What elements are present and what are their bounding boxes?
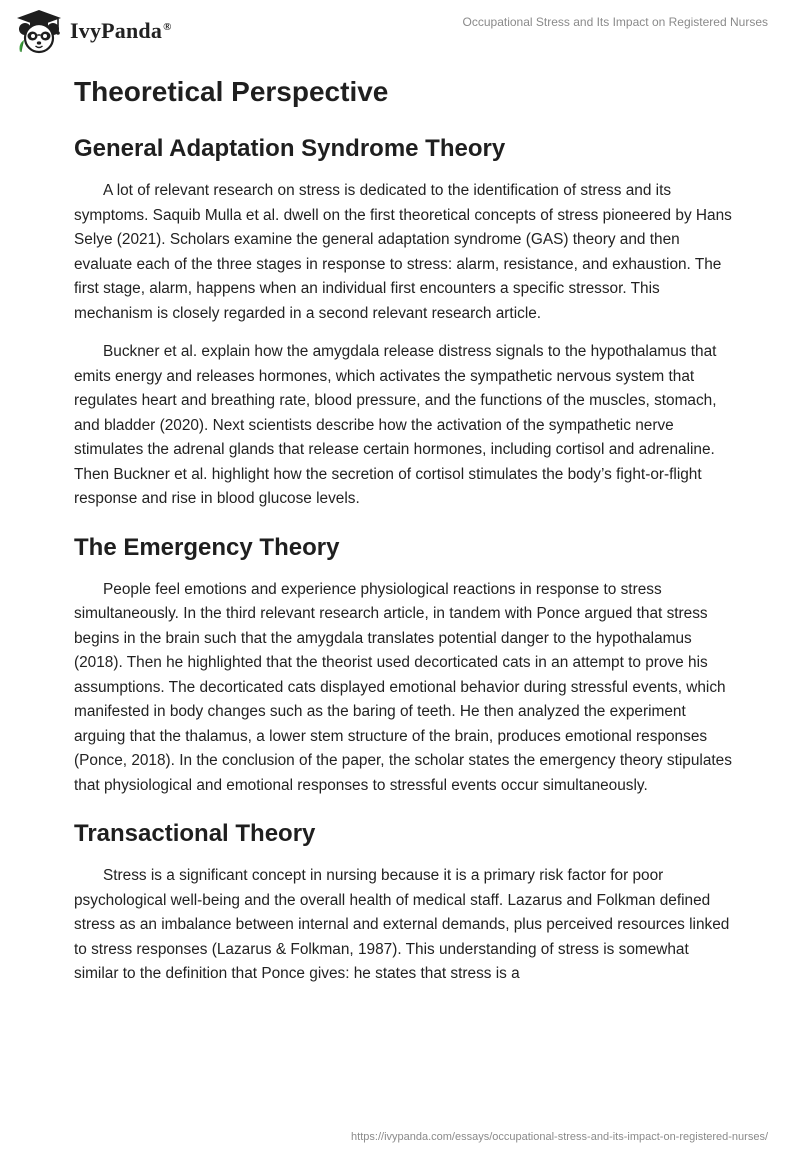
section-heading: Transactional Theory — [74, 820, 316, 847]
section-general-adaptation — [74, 133, 734, 512]
section-heading: General Adaptation Syndrome Theory — [74, 135, 506, 162]
paragraph: People feel emotions and experience physiological reactions in response to stress simultaneously. In the third relevant research article, in tandem with Ponce argued that stress begins in the brain such that the amygdala translates potential danger to the hypothalamus (2018). Then he highlighted that the theorist used decorticated cats in an attempt to prove his assumptions. The decorticated cats displayed emotional behavior during stressful events, which manifested in body changes such as the baring of teeth. He then analyzed the experiment arguing that the thalamus, a lower stem structure of the brain, produces emotional responses (Ponce, 2018). In the conclusion of the paper, the scholar states the emergency theory stipulates that physiological and emotional responses to stressful events occur simultaneously. — [74, 580, 732, 794]
paragraph: Buckner et al. explain how the amygdala release distress signals to the hypothalamus that emits energy and releases hormones, which activates the sympathetic nervous system that regulates heart and breathing rate, blood pressure, and the functions of the muscles, stomach, and bladder (2020). Next scientists describe how the activation of the sympathetic nerve stimulates the adrenal glands that release certain hormones, including cortisol and adrenaline. Then Buckner et al. highlight how the secretion of cortisol stimulates the body’s fight-or-flight response and rise in blood glucose levels. — [74, 343, 717, 507]
source-url[interactable]: https://ivypanda.com/essays/occupational-stress-and-its-impact-on-registered-nurses/ — [351, 1131, 768, 1143]
brand-name: IvyPanda® — [70, 18, 172, 43]
panda-graduate-icon — [14, 8, 64, 54]
section-heading: The Emergency Theory — [74, 533, 340, 561]
section-emergency-theory — [74, 532, 734, 799]
section-transactional-theory — [74, 818, 734, 987]
page-header — [0, 0, 800, 70]
document-title: Occupational Stress and Its Impact on Registered Nurses — [462, 15, 768, 29]
page-title: Theoretical Perspective — [74, 76, 389, 107]
paragraph: A lot of relevant research on stress is dedicated to the identification of stress and its symptoms. Saquib Mulla et al. dwell on the first theoretical concepts of stress pioneered by Hans Selye (2021). Scholars examine the general adaptation syndrome (GAS) theory and then evaluate each of the three stages in response to stress: alarm, resistance, and exhaustion. The first stage, alarm, happens when an individual first encounters a specific stressor. This mechanism is closely regarded in a second relevant research article. — [74, 182, 732, 322]
ivypanda-logo[interactable] — [14, 8, 172, 54]
paragraph: Stress is a significant concept in nursing because it is a primary risk factor for poor psychological well-being and the overall health of medical staff. Lazarus and Folkman defined stress as an imbalance between internal and external demands, plus perceived resources linked to stress responses (Lazarus & Folkman, 1987). This understanding of stress is somewhat similar to the definition that Ponce gives: he states that stress is a — [74, 867, 730, 982]
essay-content — [74, 70, 734, 987]
